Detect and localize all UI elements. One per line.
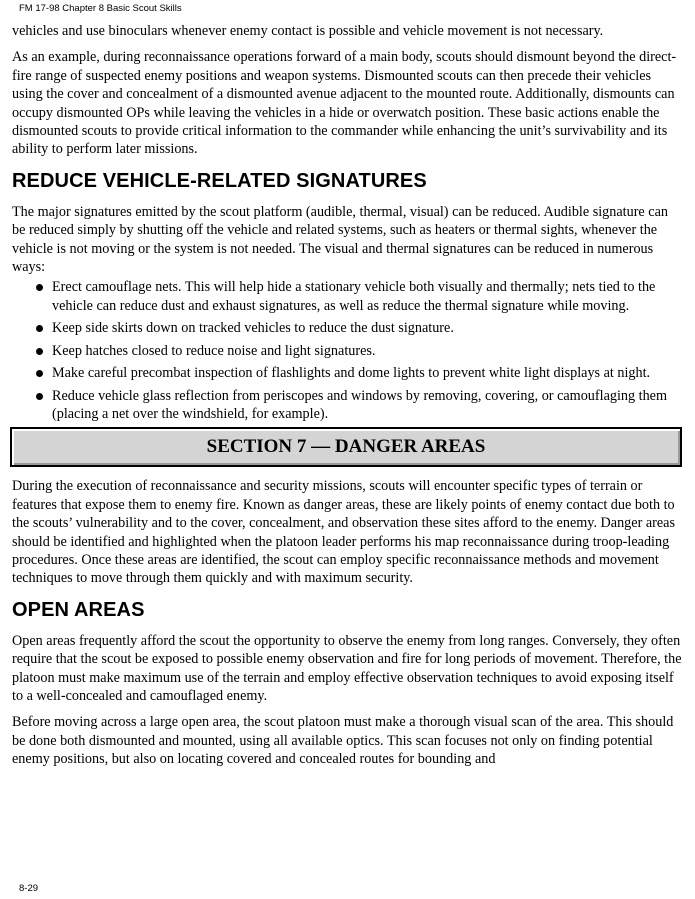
list-item — [36, 319, 684, 337]
list-item — [36, 364, 684, 382]
bullet-icon — [36, 284, 43, 291]
list-item-text: Keep hatches closed to reduce noise and light signatures. — [52, 342, 376, 359]
page-number: 8-29 — [19, 883, 39, 894]
bullet-icon — [36, 348, 43, 355]
list-item — [36, 278, 684, 315]
bullet-icon — [36, 393, 43, 400]
open-areas-paragraph-2: Before moving across a large open area, the scout platoon must make a thorough visual scan of the area. This should be done both dismounted and mounted, using all available optics. This scan focuses not only on finding potential enemy positions, but also on locating covered and concealed routes for bounding and — [12, 714, 674, 768]
list-item-text: Reduce vehicle glass reflection from periscopes and windows by removing, covering, or camouflaging them (placing a net over the windshield, for example). — [52, 387, 668, 422]
list-item-text: Make careful precombat inspection of flashlights and dome lights to prevent white light displays at night. — [52, 365, 651, 382]
bullet-icon — [36, 370, 43, 377]
reduce-signatures-heading: REDUCE VEHICLE-RELATED SIGNATURES — [12, 169, 427, 192]
section-title-banner — [10, 427, 682, 467]
open-areas-heading: OPEN AREAS — [12, 598, 145, 621]
list-item-text: Keep side skirts down on tracked vehicles to reduce the dust signature. — [52, 320, 454, 337]
open-areas-paragraph-1: Open areas frequently afford the scout the opportunity to observe the enemy from long ranges. Conversely, they often require that the scout be exposed to possible enemy observation and fire for long periods of movement. Therefore, the platoon must make maximum use of the terrain and employ effective observation techniques to avoid exposing itself to a well-concealed and camouflaged enemy. — [12, 632, 682, 704]
signature-reduction-list — [12, 278, 684, 423]
example-paragraph: As an example, during reconnaissance operations forward of a main body, scouts should dismount beyond the direct-fire range of suspected enemy positions and weapon systems. Dismounted scouts can then precede their vehicles using the cover and concealment of a dismounted avenue adjacent to the mounted route. Additionally, dismounts can occupy dismounted OPs while leaving the vehicles in a hide or overwatch position. These basic actions enable the dismounted scouts to provide critical information to the commander while enhancing the unit’s survivability and its ability to perform later missions. — [12, 49, 677, 158]
danger-areas-paragraph: During the execution of reconnaissance and security missions, scouts will encounter specific types of terrain or features that expose them to enemy fire. Known as danger areas, these are likely points of enemy contact due both to the scouts’ vulnerability and to the cover, concealment, and observation these sites afford to the enemy. Danger areas should be identified and highlighted when the platoon leader performs his map reconnaissance during troop-leading procedures. Once these areas are identified, the scout can employ specific reconnaissance methods and movement techniques to move through them quickly and with maximum security. — [12, 478, 675, 587]
list-item-text: Erect camouflage nets. This will help hide a stationary vehicle both visually and thermally; nets tied to the vehicle can reduce dust and exhaust signatures, as well as reduce the thermal signature while moving. — [52, 279, 656, 314]
running-header: FM 17-98 Chapter 8 Basic Scout Skills — [19, 3, 182, 14]
bullet-icon — [36, 325, 43, 332]
section-title: SECTION 7 — DANGER AREAS — [206, 436, 486, 458]
signatures-paragraph: The major signatures emitted by the scout platform (audible, thermal, visual) can be reduced. Audible signature can be reduced simply by shutting off the vehicle and related systems, such as heaters or thermal sights, whenever the vehicle is not moving or the system is not needed. The visual and thermal signatures can be reduced in numerous ways: — [12, 203, 668, 276]
list-item — [36, 387, 684, 424]
list-item — [36, 342, 684, 360]
page-content — [12, 22, 684, 777]
intro-continued-paragraph: vehicles and use binoculars whenever enemy contact is possible and vehicle movement is not necessary. — [12, 23, 604, 39]
